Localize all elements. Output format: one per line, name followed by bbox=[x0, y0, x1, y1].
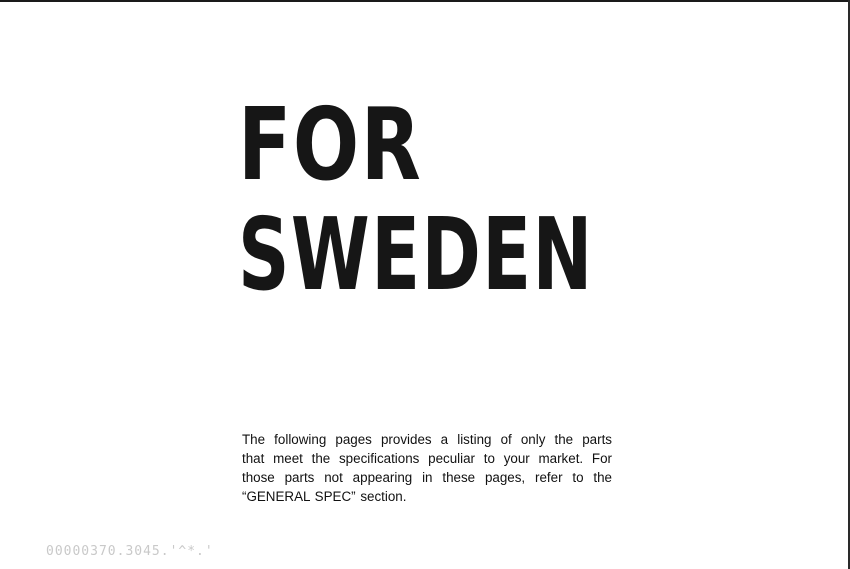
notice-line-2: that meet the specifications peculiar to your market. For bbox=[242, 451, 612, 466]
notice-line-3: those parts not appearing in these pages, refer to the bbox=[242, 470, 612, 485]
top-border bbox=[0, 0, 850, 2]
document-code: 00000370.3045.'^*.' bbox=[46, 544, 214, 559]
page-title-line-2: SWEDEN bbox=[238, 196, 594, 313]
notice-paragraph bbox=[242, 430, 612, 506]
page-title-line-1: FOR bbox=[238, 86, 423, 203]
notice-line-4: “GENERAL SPEC” section. bbox=[242, 489, 407, 504]
notice-line-1: The following pages provides a listing of only the parts bbox=[242, 432, 612, 447]
